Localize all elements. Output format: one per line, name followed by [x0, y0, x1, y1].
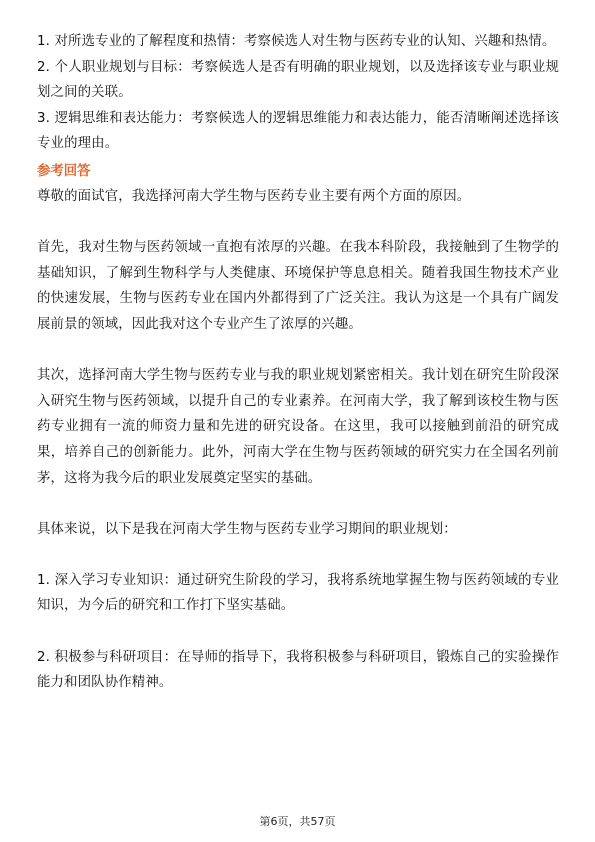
plan-item-2: 2. 积极参与科研项目：在导师的指导下，我将积极参与科研项目，锻炼自己的实验操作能力和团队协作精神。 [37, 649, 559, 691]
paragraph-second: 其次，选择河南大学生物与医药专业与我的职业规划紧密相关。我计划在研究生阶段深入研究生物与医药领域，以提升自己的专业素养。在河南大学，我了解到该校生物与医药专业拥有一流的师资力量和先进的研究设备。在这里，我可以接触到前沿的研究成果，培养自己的创新能力。此外，河南大学在生物与医药领域的研究实力在全国名列前茅，这将为我今后的职业发展奠定坚实的基础。 [37, 368, 559, 486]
plan-intro: 具体来说，以下是我在河南大学生物与医药专业学习期间的职业规划： [37, 521, 457, 537]
document-body [37, 29, 559, 696]
answer-heading: 参考回答 [37, 163, 91, 179]
criterion-3: 3. 逻辑思维和表达能力：考察候选人的逻辑思维能力和表达能力，能否清晰阐述选择该专业的理由。 [37, 110, 559, 152]
plan-item-1: 1. 深入学习专业知识：通过研究生阶段的学习，我将系统地掌握生物与医药领域的专业知识，为今后的研究和工作打下坚实基础。 [37, 572, 559, 614]
answer-intro: 尊敬的面试官，我选择河南大学生物与医药专业主要有两个方面的原因。 [37, 188, 471, 204]
criterion-1: 1. 对所选专业的了解程度和热情：考察候选人对生物与医药专业的认知、兴趣和热情。 [37, 34, 556, 49]
page-footer: 第6页，共57页 [259, 815, 336, 828]
spacer [37, 338, 559, 364]
spacer [37, 619, 559, 645]
spacer [37, 210, 559, 236]
criterion-2: 2. 个人职业规划与目标：考察候选人是否有明确的职业规划，以及选择该专业与职业规划之间的关联。 [37, 59, 559, 101]
paragraph-first: 首先，我对生物与医药领域一直抱有浓厚的兴趣。在我本科阶段，我接触到了生物学的基础知识，了解到生物科学与人类健康、环境保护等息息相关。随着我国生物技术产业的快速发展，生物与医药专业在国内外都得到了广泛关注。我认为这是一个具有广阔发展前景的领域，因此我对这个专业产生了浓厚的兴趣。 [37, 240, 559, 332]
spacer [37, 542, 559, 568]
spacer [37, 491, 559, 517]
